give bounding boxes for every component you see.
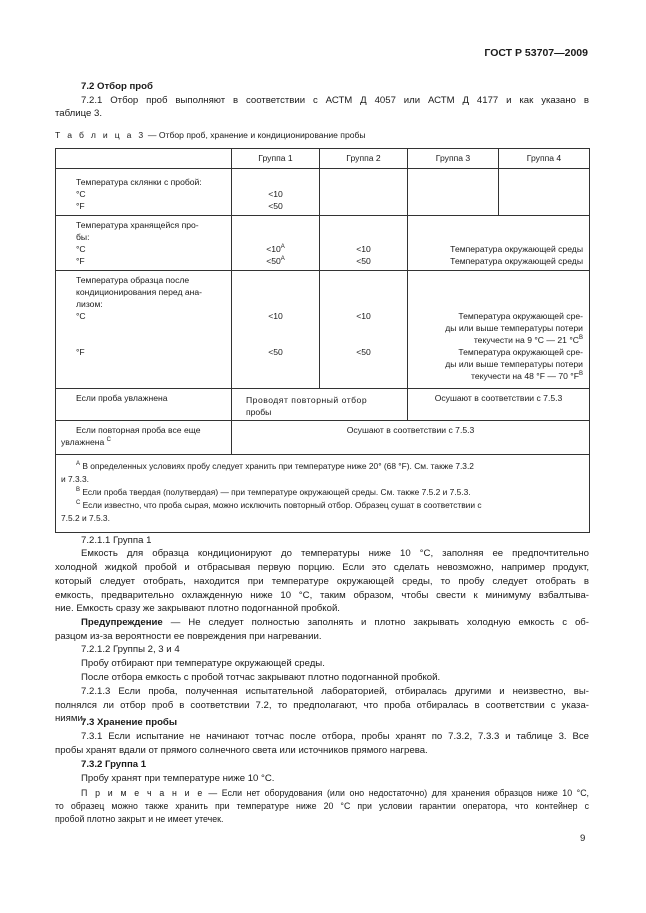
para-7-3-2-l1: Пробу хранят при температуре ниже 10 °С. (81, 773, 275, 784)
row2-g2-f: <50 (356, 256, 371, 266)
para-7-2-1-1-title: 7.2.1.1 Группа 1 (81, 535, 152, 546)
row4-g12-l1: Проводят повторный отбор (246, 395, 368, 405)
row4-label: Если проба увлажнена (76, 393, 168, 403)
row3-g34-c-sup: B (578, 335, 583, 341)
row1-g1-c: <10 (268, 189, 283, 199)
warning-label: Предупреждение (81, 617, 163, 628)
para-7-2-1-line1: 7.2.1 Отбор проб выполняют в соответствии с АСТМ Д 4057 или АСТМ Д 4177 и как указано в (81, 95, 589, 106)
row3-g34-f-l1: Температура окружающей сре- (458, 347, 583, 357)
row3-label-f: °F (76, 347, 85, 357)
note-line2: то образец можно также хранить при температуре ниже 20 °С при условии гарантии оператора, что контейнер с (55, 801, 589, 811)
note-b-l1: Если проба твердая (полутвердая) — при температуре окружающей среды. См. также 7.5.2 и 7.5.3. (80, 487, 471, 497)
warning-line2: разцом из-за вероятности ее повреждения при нагревании. (55, 631, 322, 642)
standard-header: ГОСТ Р 53707—2009 (484, 47, 588, 59)
para-7-2-1-3-l2: полнялся ли отбор проб в соответствии 7.2, то предполагают, что проба отбиралась в соответствии с указа- (55, 700, 589, 711)
row1-label-l1: Температура склянки с пробой: (76, 177, 202, 187)
header-group-1: Группа 1 (258, 153, 293, 163)
note-text: — Если нет оборудования (или оно недостаточно) для хранения образцов ниже 10 °С, (203, 788, 589, 798)
para-7-2-1-line2: таблице 3. (55, 108, 103, 119)
para-7-2-1-2-title: 7.2.1.2 Группы 2, 3 и 4 (81, 644, 180, 655)
table-row-conditioning-temp (56, 271, 590, 389)
para-7-2-1-1-l1: Емкость для образца кондиционируют до температуры ниже 10 °С, заполняя ее предпочтительно (81, 548, 589, 559)
table-caption-text: — Отбор проб, хранение и кондиционирование пробы (145, 130, 366, 140)
row3-g34-c-l1: Температура окружающей сре- (458, 311, 583, 321)
row4-g34: Осушают в соответствии с 7.5.3 (434, 393, 563, 403)
para-7-2-1-3-l1: 7.2.1.3 Если проба, полученная испытательной лабораторией, отбиралась другими и неизвестно, вы- (81, 686, 589, 697)
note-c-sup: C (76, 500, 81, 506)
row4-g12-l2: пробы (246, 407, 272, 417)
table-row-if-still-wet (56, 421, 590, 455)
para-7-2-1-3-l3: ниями. (55, 713, 86, 724)
para-7-2-1-1-l2: холодной жидкой пробой и отбрасывая первую порцию. Если это сделать невозможно, например продукт, (55, 562, 589, 573)
note-a-sup: A (76, 461, 81, 467)
header-group-2: Группа 2 (346, 153, 381, 163)
note-line1 (81, 787, 589, 800)
para-7-2-1-1-l3: который следует отобрать, находится при температуре окружающей среды, то пробу следует отобрать в (55, 576, 589, 587)
warning-line1 (81, 616, 589, 630)
row3-label-l2: кондиционирования перед ана- (76, 287, 203, 297)
row2-g1-c: <10 (266, 244, 281, 254)
note-a-l2: и 7.3.3. (61, 474, 89, 484)
row2-label-l2: бы: (76, 232, 90, 242)
table-row-bottle-temp (56, 169, 590, 216)
row2-label-f: °F (76, 256, 85, 266)
header-group-4: Группа 4 (526, 153, 562, 163)
row2-g1-c-sup: A (280, 244, 285, 250)
row3-g34-f-l3: текучести на 48 °F — 70 °F (470, 371, 579, 381)
row1-label-f: °F (76, 201, 85, 211)
para-7-2-1-2-l1: Пробу отбирают при температуре окружающей среды. (81, 658, 325, 669)
section-7-3-2-title: 7.3.2 Группа 1 (81, 759, 147, 770)
row3-label-c: °С (76, 311, 86, 321)
table-3 (55, 148, 590, 533)
row3-g34-f-sup: B (578, 371, 583, 377)
row5-label-l1: Если повторная проба все еще (76, 425, 201, 435)
row3-g34-c-l2: ды или выше температуры потери (445, 323, 583, 333)
table-caption-prefix: Т а б л и ц а 3 (55, 130, 146, 140)
table-row-if-wet (56, 389, 590, 421)
para-7-3-1-l1: 7.3.1 Если испытание не начинают тотчас после отбора, пробы хранят по 7.3.2, 7.3.3 и таблице 3. Все (81, 731, 589, 742)
note-c-l2: 7.5.2 и 7.5.3. (61, 513, 110, 523)
row3-g1-f: <50 (268, 347, 283, 357)
note-label: П р и м е ч а н и е (81, 788, 204, 798)
note-b-sup: B (76, 487, 81, 493)
note-line3: пробой плотно закрыт и не имеет утечек. (55, 814, 224, 824)
header-group-3: Группа 3 (435, 153, 471, 163)
warning-text: — Не следует полностью заполнять и плотно закрывать холодную емкость с об- (162, 617, 589, 628)
table-header-row (56, 149, 590, 169)
row1-label-c: °С (76, 189, 86, 199)
page-number: 9 (580, 833, 586, 844)
row3-label-l1: Температура образца после (76, 275, 190, 285)
table-notes-row (56, 455, 590, 533)
row2-label-l1: Температура хранящейся про- (76, 220, 199, 230)
section-7-3-title: 7.3 Хранение пробы (81, 717, 178, 728)
para-7-2-1-1-l5: ние. Емкость сразу же закрывают плотно подогнанной пробкой. (55, 603, 340, 614)
row3-g1-c: <10 (268, 311, 283, 321)
row3-g2-c: <10 (356, 311, 371, 321)
row3-g34-f-l2: ды или выше температуры потери (445, 359, 583, 369)
section-7-2-title: 7.2 Отбор проб (81, 81, 153, 92)
note-a-l1: В определенных условиях пробу следует хранить при температуре ниже 20° (68 °F). См. также 7.3.2 (80, 461, 474, 471)
row2-g2-c: <10 (356, 244, 371, 254)
row5-label-sup: C (106, 437, 111, 443)
row2-g1-f-sup: A (280, 256, 285, 262)
para-7-2-1-2-l2: После отбора емкость с пробой тотчас закрывают плотно подогнанной пробкой. (81, 672, 441, 683)
row2-g34-f: Температура окружающей среды (450, 256, 583, 266)
para-7-3-1-l2: пробы хранят вдали от прямого солнечного света или источников прямого нагрева. (55, 745, 428, 756)
row2-g34-c: Температура окружающей среды (450, 244, 583, 254)
note-c-l1: Если известно, что проба сырая, можно исключить повторный отбор. Образец сушат в соответствии с (80, 500, 482, 510)
row3-g34-c-l3: текучести на 9 °С — 21 °С (473, 335, 579, 345)
row1-g1-f: <50 (268, 201, 283, 211)
row5-g: Осушают в соответствии с 7.5.3 (346, 425, 475, 435)
table-caption (55, 130, 366, 140)
table-row-storage-temp (56, 216, 590, 271)
row3-label-l3: лизом: (76, 299, 103, 309)
row2-label-c: °С (76, 244, 86, 254)
row2-g1-f: <50 (266, 256, 281, 266)
para-7-2-1-1-l4: емкость, предварительно охлажденную ниже 10 °С, таким образом, чтобы свести к минимуму взбалтыва- (55, 590, 589, 601)
row3-g2-f: <50 (356, 347, 371, 357)
row5-label-l2: увлажнена (61, 437, 105, 447)
